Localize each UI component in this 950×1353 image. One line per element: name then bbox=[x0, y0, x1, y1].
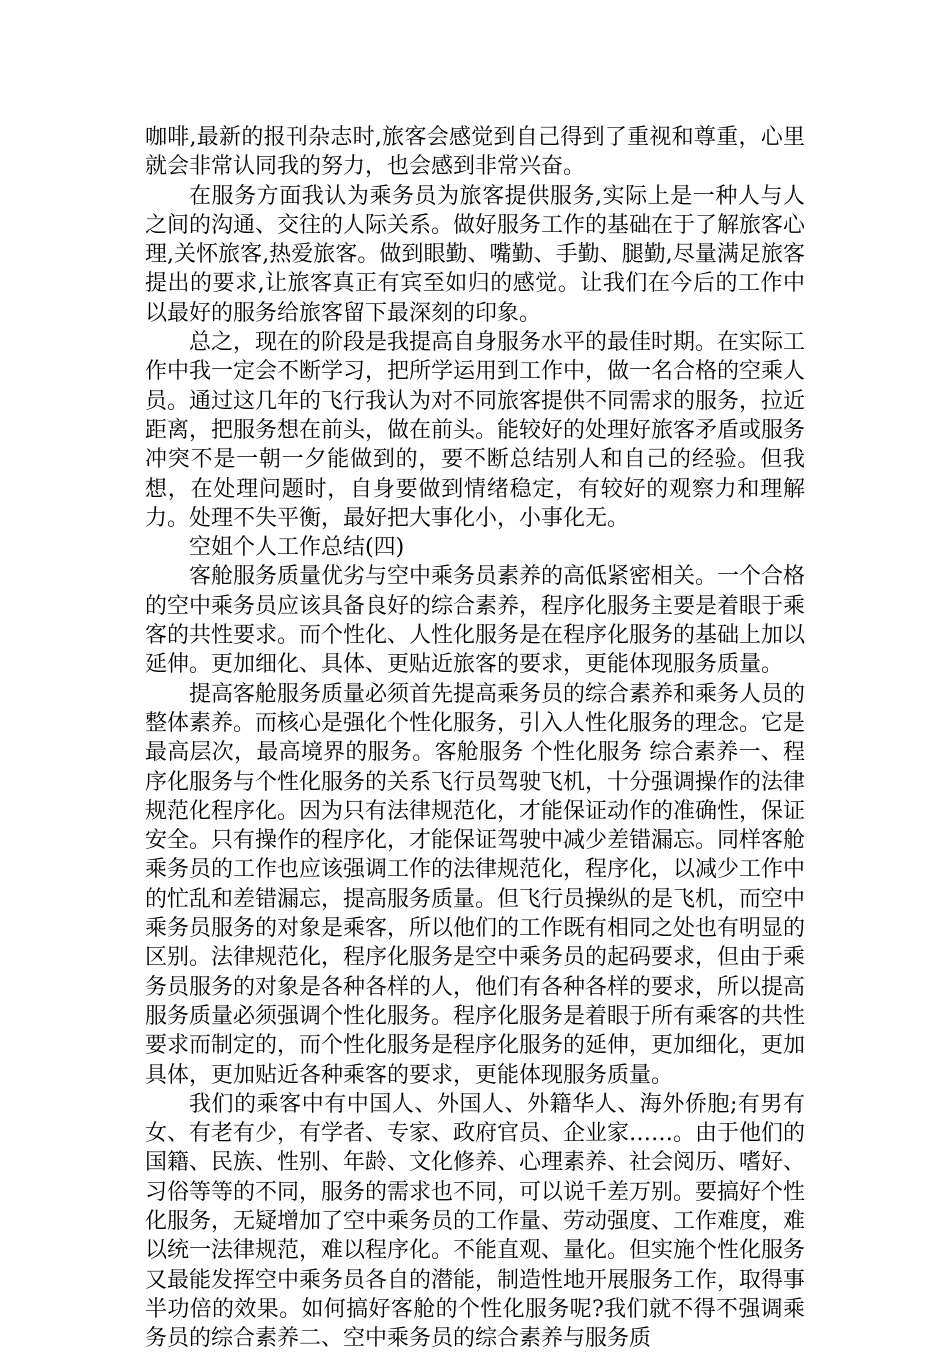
paragraph-passengers: 我们的乘客中有中国人、外国人、外籍华人、海外侨胞;有男有女、有老有少，有学者、专家、政府官员、企业家……。由于他们的国籍、民族、性别、年龄、文化修养、心理素养、社会阅历、嗜好、习俗等等的不同，服务的需求也不同，可以说千差万别。要搞好个性化服务，无疑增加了空中乘务员的工作量、劳动强度、工作难度，难以统一法律规范，难以程序化。不能直观、量化。但实施个性化服务又最能发挥空中乘务员各自的潜能，制造性地开展服务工作，取得事半功倍的效果。如何搞好客舱的个性化服务呢?我们就不得不强调乘务员的综合素养二、空中乘务员的综合素养与服务质 bbox=[145, 1091, 806, 1352]
paragraph-service-attitude: 在服务方面我认为乘务员为旅客提供服务,实际上是一种人与人之间的沟通、交往的人际关系。做好服务工作的基础在于了解旅客心理,关怀旅客,热爱旅客。做到眼勤、嘴勤、手勤、腿勤,尽量满足旅客提出的要求,让旅客真正有宾至如归的感觉。让我们在今后的工作中以最好的服务给旅客留下最深刻的印象。 bbox=[145, 183, 806, 326]
document-body bbox=[145, 123, 805, 1353]
section-heading: 空姐个人工作总结(四) bbox=[189, 535, 405, 561]
paragraph-conclusion: 总之，现在的阶段是我提高自身服务水平的最佳时期。在实际工作中我一定会不断学习，把所学运用到工作中，做一名合格的空乘人员。通过这几年的飞行我认为对不同旅客提供不同需求的服务，拉近距离，把服务想在前头，做在前头。能较好的处理好旅客矛盾或服务冲突不是一朝一夕能做到的，要不断总结别人和自己的经验。但我想，在处理问题时，自身要做到情绪稳定，有较好的观察力和理解力。处理不失平衡，最好把大事化小，小事化无。 bbox=[145, 330, 806, 531]
paragraph-cabin-quality: 客舱服务质量优劣与空中乘务员素养的高低紧密相关。一个合格的空中乘务员应该具备良好的综合素养，程序化服务主要是着眼于乘客的共性要求。而个性化、人性化服务是在程序化服务的基础上加以延伸。更加细化、具体、更贴近旅客的要求，更能体现服务质量。 bbox=[145, 564, 806, 678]
paragraph-continuation: 咖啡,最新的报刊杂志时,旅客会感觉到自己得到了重视和尊重，心里就会非常认同我的努力，也会感到非常兴奋。 bbox=[145, 125, 805, 180]
paragraph-improve-quality: 提高客舱服务质量必须首先提高乘务员的综合素养和乘务人员的整体素养。而核心是强化个性化服务，引入人性化服务的理念。它是最高层次，最高境界的服务。客舱服务 个性化服务 综合素养一、程序化服务与个性化服务的关系飞行员驾驶飞机，十分强调操作的法律规范化程序化。因为只有法律规范化，才能保证动作的准确性，保证安全。只有操作的程序化，才能保证驾驶中减少差错漏忘。同样客舱乘务员的工作也应该强调工作的法律规范化，程序化，以减少工作中的忙乱和差错漏忘，提高服务质量。但飞行员操纵的是飞机，而空中乘务员服务的对象是乘客，所以他们的工作既有相同之处也有明显的区别。法律规范化，程序化服务是空中乘务员的起码要求，但由于乘务员服务的对象是各种各样的人，他们有各种各样的要求，所以提高服务质量必须强调个性化服务。程序化服务是着眼于所有乘客的共性要求而制定的，而个性化服务是程序化服务的延伸，更加细化，更加具体，更加贴近各种乘客的要求，更能体现服务质量。 bbox=[145, 681, 806, 1088]
